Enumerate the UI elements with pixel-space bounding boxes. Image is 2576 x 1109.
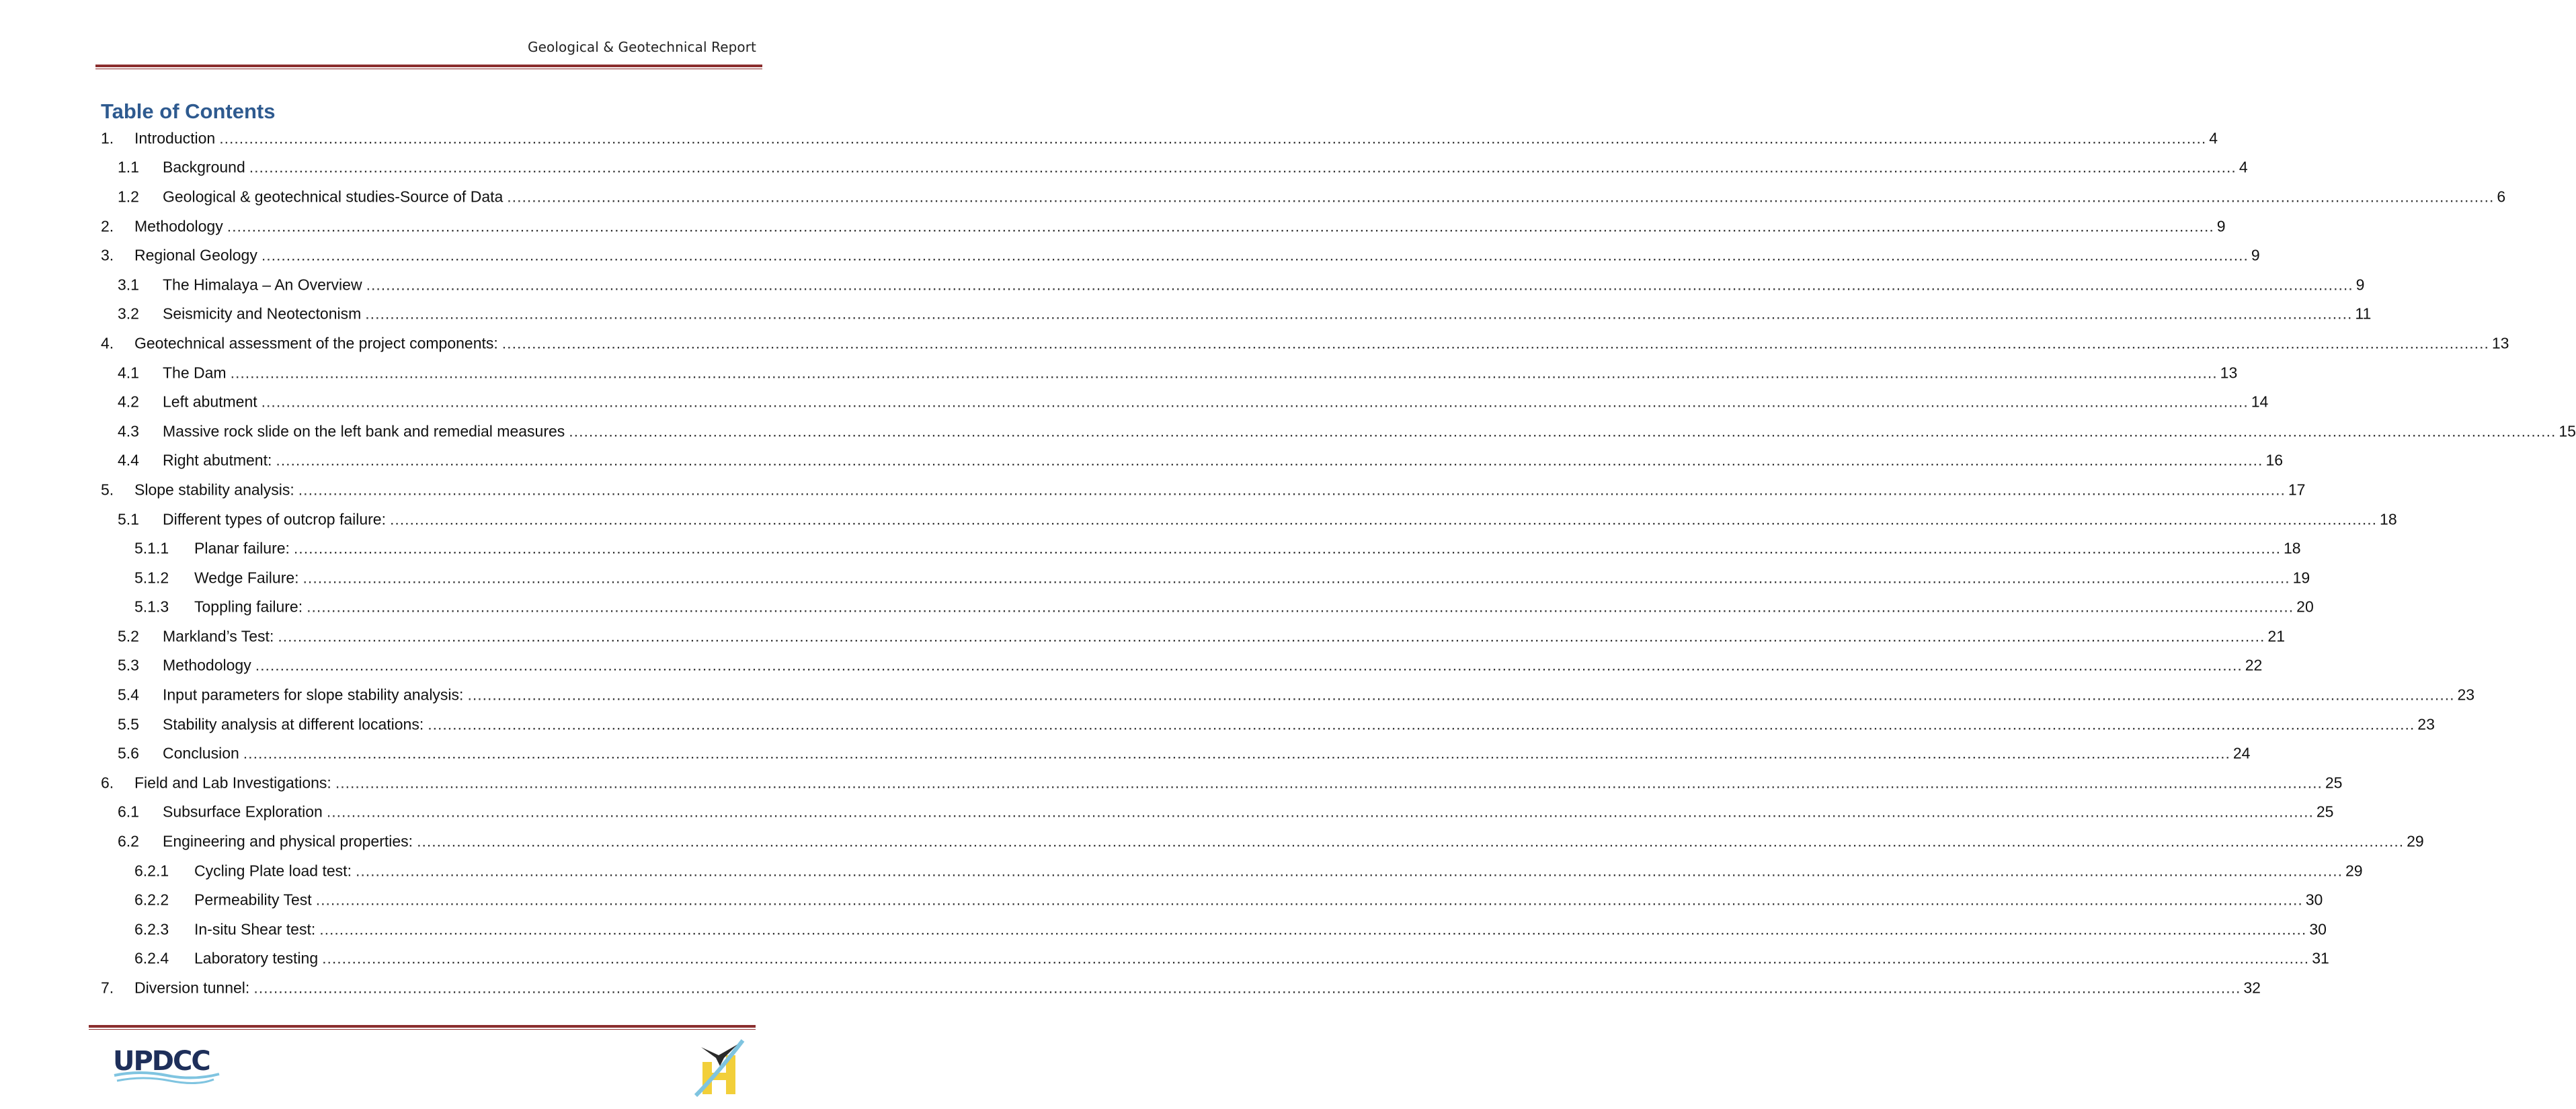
header-divider	[95, 65, 762, 69]
toc-entry-page: 17	[2288, 481, 2306, 499]
toc-dot-leader: ................................................................................................................................................................................................................................................................................................................................................................................................................	[326, 803, 2314, 821]
toc-entry-label: Engineering and physical properties:	[163, 832, 413, 850]
toc-entry-number: 6.2	[118, 832, 139, 850]
toc-entry[interactable]	[101, 182, 2506, 212]
toc-entry-page: 13	[2491, 334, 2509, 352]
running-header: Geological & Geotechnical Report	[528, 39, 756, 55]
toc-list	[101, 124, 2576, 1003]
toc-entry-page: 25	[2325, 774, 2343, 792]
toc-entry-label: Stability analysis at different locations:	[163, 715, 424, 733]
toc-entry-label: Field and Lab Investigations:	[134, 774, 331, 792]
toc-entry-number: 3.2	[118, 304, 139, 323]
toc-entry-label: Regional Geology	[134, 246, 257, 264]
toc-entry-label: The Himalaya – An Overview	[163, 276, 362, 294]
toc-dot-leader: ................................................................................................................................................................................................................................................................................................................................................................................................................	[293, 539, 2281, 557]
toc-entry[interactable]	[101, 856, 2363, 886]
toc-entry-label: Methodology	[134, 217, 223, 235]
toc-entry-number: 5.1.2	[134, 569, 169, 587]
toc-entry-number: 5.4	[118, 686, 139, 704]
toc-entry-label: In-situ Shear test:	[194, 920, 316, 938]
toc-entry[interactable]	[101, 505, 2397, 534]
toc-dot-leader: ................................................................................................................................................................................................................................................................................................................................................................................................................	[417, 832, 2405, 850]
toc-entry-label: Wedge Failure:	[194, 569, 299, 587]
toc-entry[interactable]	[101, 212, 2226, 241]
toc-entry[interactable]	[101, 358, 2238, 388]
toc-dot-leader: ................................................................................................................................................................................................................................................................................................................................................................................................................	[243, 744, 2230, 762]
toc-entry-number: 4.4	[118, 451, 139, 469]
toc-entry-label: Laboratory testing	[194, 949, 319, 967]
toc-entry-label: Cycling Plate load test:	[194, 862, 352, 880]
toc-entry-page: 15	[2559, 422, 2576, 440]
toc-entry-page: 18	[2283, 539, 2301, 557]
toc-entry-label: Geological & geotechnical studies-Source of Data	[163, 188, 504, 206]
toc-entry-label: Toppling failure:	[194, 598, 303, 616]
toc-dot-leader: ................................................................................................................................................................................................................................................................................................................................................................................................................	[219, 129, 2207, 147]
toc-entry-number: 2.	[101, 217, 114, 235]
toc-entry[interactable]	[101, 768, 2343, 798]
toc-entry-number: 1.2	[118, 188, 139, 206]
toc-dot-leader: ................................................................................................................................................................................................................................................................................................................................................................................................................	[389, 510, 2378, 528]
toc-entry[interactable]	[101, 300, 2372, 329]
toc-entry-number: 5.1.1	[134, 539, 169, 557]
toc-entry-number: 5.	[101, 481, 114, 499]
toc-entry-label: Right abutment:	[163, 451, 272, 469]
toc-dot-leader: ................................................................................................................................................................................................................................................................................................................................................................................................................	[467, 686, 2455, 704]
toc-entry-number: 6.	[101, 774, 114, 792]
toc-entry-page: 24	[2232, 744, 2251, 762]
toc-dot-leader: ................................................................................................................................................................................................................................................................................................................................................................................................................	[303, 569, 2290, 587]
toc-entry-number: 6.2.2	[134, 891, 169, 909]
toc-entry-label: Methodology	[163, 656, 251, 674]
toc-entry[interactable]	[101, 885, 2323, 915]
toc-entry-number: 1.1	[118, 158, 139, 176]
toc-entry-number: 5.3	[118, 656, 139, 674]
toc-entry-page: 20	[2296, 598, 2314, 616]
toc-entry-label: Diversion tunnel:	[134, 979, 250, 997]
updcc-logo-icon	[113, 1040, 220, 1087]
toc-entry-page: 32	[2243, 979, 2261, 997]
toc-dot-leader: ................................................................................................................................................................................................................................................................................................................................................................................................................	[261, 246, 2249, 264]
toc-entry-number: 5.1.3	[134, 598, 169, 616]
toc-entry-page: 30	[2309, 920, 2327, 938]
toc-entry-page: 14	[2251, 393, 2269, 411]
toc-entry[interactable]	[101, 270, 2365, 300]
toc-entry-page: 16	[2265, 451, 2284, 469]
toc-dot-leader: ................................................................................................................................................................................................................................................................................................................................................................................................................	[307, 598, 2294, 616]
toc-entry[interactable]	[101, 241, 2260, 270]
toc-entry-page: 9	[2251, 246, 2260, 264]
toc-entry-number: 5.2	[118, 627, 139, 645]
toc-entry-page: 29	[2407, 832, 2424, 850]
toc-entry-page: 19	[2292, 569, 2310, 587]
toc-entry-page: 21	[2267, 627, 2285, 645]
toc-dot-leader: ................................................................................................................................................................................................................................................................................................................................................................................................................	[501, 334, 2489, 352]
toc-entry-page: 18	[2380, 510, 2397, 528]
toc-entry-number: 4.	[101, 334, 114, 352]
toc-dot-leader: ................................................................................................................................................................................................................................................................................................................................................................................................................	[261, 393, 2249, 411]
toc-dot-leader: ................................................................................................................................................................................................................................................................................................................................................................................................................	[355, 862, 2343, 880]
toc-entry-page: 30	[2305, 891, 2323, 909]
toc-dot-leader: ................................................................................................................................................................................................................................................................................................................................................................................................................	[255, 656, 2243, 674]
toc-entry-page: 22	[2245, 656, 2263, 674]
toc-dot-leader: ................................................................................................................................................................................................................................................................................................................................................................................................................	[365, 304, 2353, 323]
toc-entry-page: 13	[2220, 364, 2238, 382]
toc-entry-page: 11	[2355, 304, 2372, 323]
toc-entry-label: Different types of outcrop failure:	[163, 510, 386, 528]
toc-entry-page: 4	[2209, 129, 2218, 147]
toc-entry-page: 9	[2356, 276, 2365, 294]
toc-entry-label: Introduction	[134, 129, 216, 147]
toc-dot-leader: ................................................................................................................................................................................................................................................................................................................................................................................................................	[315, 891, 2303, 909]
toc-entry[interactable]	[101, 534, 2301, 563]
toc-entry[interactable]	[101, 475, 2306, 505]
toc-entry-page: 9	[2216, 217, 2226, 235]
toc-entry[interactable]	[101, 651, 2263, 681]
toc-dot-leader: ................................................................................................................................................................................................................................................................................................................................................................................................................	[319, 920, 2307, 938]
toc-entry-number: 5.5	[118, 715, 139, 733]
toc-entry-number: 1.	[101, 129, 114, 147]
toc-entry-label: Permeability Test	[194, 891, 312, 909]
toc-entry-number: 5.1	[118, 510, 139, 528]
toc-entry-number: 6.2.4	[134, 949, 169, 967]
toc-entry-page: 4	[2239, 158, 2248, 176]
toc-dot-leader: ................................................................................................................................................................................................................................................................................................................................................................................................................	[230, 364, 2218, 382]
toc-entry[interactable]	[101, 446, 2284, 476]
toc-entry-label: Subsurface Exploration	[163, 803, 323, 821]
toc-entry-page: 31	[2312, 949, 2329, 967]
toc-entry-label: Planar failure:	[194, 539, 290, 557]
toc-entry-page: 29	[2345, 862, 2363, 880]
toc-entry[interactable]	[101, 153, 2248, 183]
toc-entry[interactable]	[101, 710, 2435, 739]
toc-entry-number: 3.	[101, 246, 114, 264]
toc-entry-page: 23	[2417, 715, 2435, 733]
toc-entry[interactable]	[101, 563, 2310, 593]
toc-dot-leader: ................................................................................................................................................................................................................................................................................................................................................................................................................	[249, 158, 2237, 176]
toc-entry[interactable]	[101, 417, 2576, 446]
h-bird-logo-icon	[689, 1035, 753, 1099]
toc-entry[interactable]	[101, 973, 2261, 1003]
footer-divider	[89, 1025, 756, 1030]
toc-entry[interactable]	[101, 680, 2475, 710]
toc-entry[interactable]	[101, 827, 2424, 856]
toc-entry-number: 3.1	[118, 276, 139, 294]
toc-entry-number: 5.6	[118, 744, 139, 762]
toc-entry[interactable]	[101, 798, 2334, 827]
toc-entry-label: The Dam	[163, 364, 227, 382]
updcc-logo-text: UPDCC	[113, 1046, 210, 1077]
toc-entry-page: 6	[2497, 188, 2506, 206]
toc-entry-label: Seismicity and Neotectonism	[163, 304, 362, 323]
toc-heading: Table of Contents	[101, 99, 276, 123]
toc-dot-leader: ................................................................................................................................................................................................................................................................................................................................................................................................................	[227, 217, 2214, 235]
toc-entry[interactable]	[101, 593, 2314, 622]
toc-dot-leader: ................................................................................................................................................................................................................................................................................................................................................................................................................	[298, 481, 2286, 499]
toc-entry-label: Input parameters for slope stability analysis:	[163, 686, 464, 704]
toc-dot-leader: ................................................................................................................................................................................................................................................................................................................................................................................................................	[428, 715, 2415, 733]
toc-dot-leader: ................................................................................................................................................................................................................................................................................................................................................................................................................	[569, 422, 2557, 440]
toc-entry-label: Left abutment	[163, 393, 257, 411]
toc-entry-label: Massive rock slide on the left bank and remedial measures	[163, 422, 565, 440]
toc-entry[interactable]	[101, 622, 2285, 651]
toc-dot-leader: ................................................................................................................................................................................................................................................................................................................................................................................................................	[278, 627, 2265, 645]
toc-entry-page: 23	[2457, 686, 2475, 704]
toc-entry[interactable]	[101, 124, 2218, 153]
toc-entry[interactable]	[101, 915, 2327, 944]
toc-entry[interactable]	[101, 944, 2329, 974]
toc-entry-number: 6.1	[118, 803, 139, 821]
toc-entry-label: Geotechnical assessment of the project components:	[134, 334, 498, 352]
toc-entry[interactable]	[101, 329, 2509, 358]
toc-entry-number: 6.2.3	[134, 920, 169, 938]
toc-entry-number: 4.1	[118, 364, 139, 382]
toc-entry[interactable]	[101, 739, 2251, 768]
toc-entry-label: Slope stability analysis:	[134, 481, 294, 499]
toc-dot-leader: ................................................................................................................................................................................................................................................................................................................................................................................................................	[276, 451, 2263, 469]
toc-dot-leader: ................................................................................................................................................................................................................................................................................................................................................................................................................	[335, 774, 2323, 792]
toc-entry[interactable]	[101, 387, 2269, 417]
toc-dot-leader: ................................................................................................................................................................................................................................................................................................................................................................................................................	[322, 949, 2310, 967]
toc-entry-page: 25	[2316, 803, 2334, 821]
toc-entry-number: 4.2	[118, 393, 139, 411]
toc-entry-label: Background	[163, 158, 245, 176]
toc-entry-number: 6.2.1	[134, 862, 169, 880]
toc-entry-number: 7.	[101, 979, 114, 997]
toc-dot-leader: ................................................................................................................................................................................................................................................................................................................................................................................................................	[253, 979, 2241, 997]
toc-entry-label: Conclusion	[163, 744, 239, 762]
toc-entry-label: Markland’s Test:	[163, 627, 274, 645]
toc-entry-number: 4.3	[118, 422, 139, 440]
toc-dot-leader: ................................................................................................................................................................................................................................................................................................................................................................................................................	[366, 276, 2353, 294]
toc-dot-leader: ................................................................................................................................................................................................................................................................................................................................................................................................................	[507, 188, 2495, 206]
